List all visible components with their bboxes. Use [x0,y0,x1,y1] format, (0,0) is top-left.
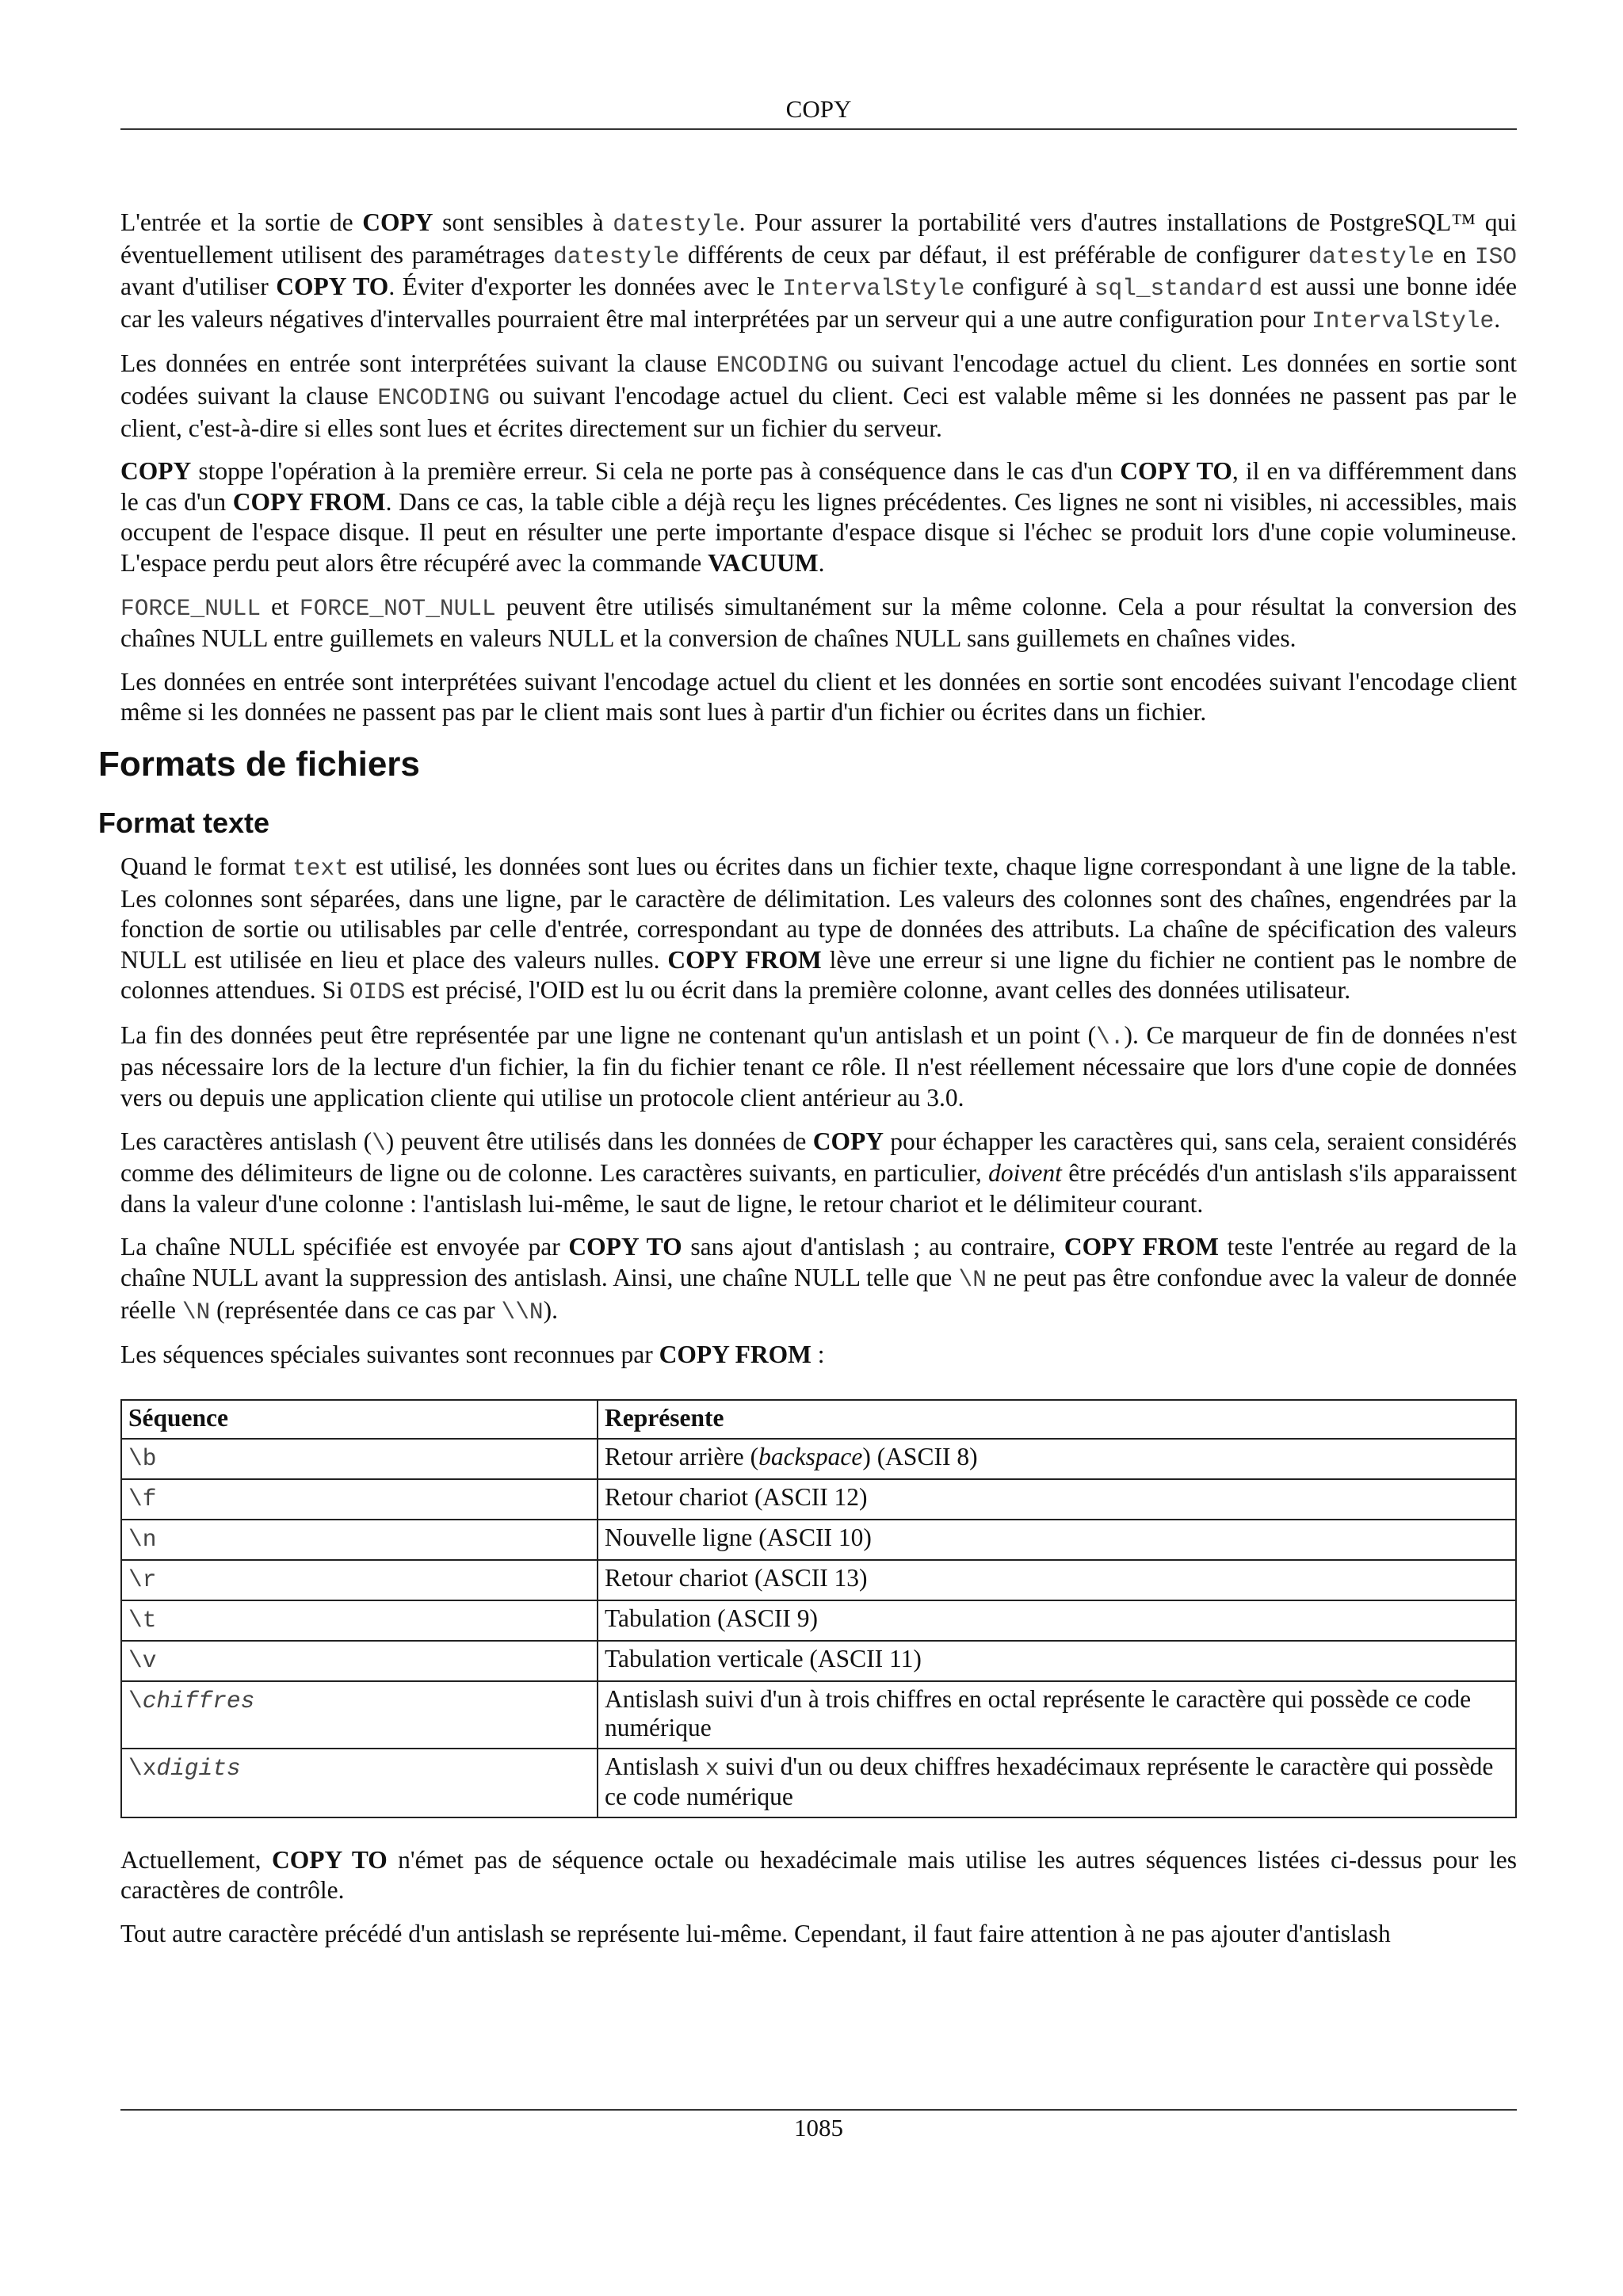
column-header-represents: Représente [598,1400,1516,1439]
paragraph-encoding: Les données en entrée sont interprétées suivant la clause ENCODING ou suivant l'encodage actuel du client. Les données en sortie sont codées suivant la clause ENCODING ou suivant l'encodage actuel du client. Ceci est valable même si les données ne passent pas par le client, c'est-à-dire si elles sont lues et écrites directement sur un fichier du serveur. [120,349,1518,442]
paragraph-datestyle: L'entrée et la sortie de COPY sont sensibles à datestyle. Pour assurer la portabilité vers d'autres installations de PostgreSQL™ qui éventuellement utilisent des paramétrages datestyle différents de ceux par défaut, il est préférable de configurer datestyle en ISO avant d'utiliser COPY TO. Éviter d'exporter les données avec le IntervalStyle configuré à sql_standard est aussi une bonne idée car les valeurs négatives d'intervalles pourraient être mal interprétées par un serveur qui a une autre configuration pour IntervalStyle. [120,208,1517,334]
page-number: 1085 [120,2109,1517,2142]
paragraph-end-marker: La fin des données peut être représentée par une ligne ne contenant qu'un antislash et un point (\.). Ce marqueur de fin de données n'est pas nécessaire lors de la lecture d'un fichier, la fin du fichier tenant ce rôle. Il n'est réellement nécessaire que lors d'une copie de données vers ou depuis une application cliente qui utilise un protocole client antérieur au 3.0. [120,1020,1517,1112]
description-cell: Tabulation (ASCII 9) [598,1600,1516,1641]
sequence-cell: \xdigits [121,1749,598,1817]
paragraph-sequences-intro: Les séquences spéciales suivantes sont reconnues par COPY FROM : [120,1341,825,1369]
column-header-sequence: Séquence [121,1400,598,1439]
paragraph-backslash: Les caractères antislash (\) peuvent être utilisés dans les données de COPY pour échapper les caractères qui, sans cela, seraient considérés comme des délimiteurs de ligne ou de colonne. Les caractères suivants, en particulier, doivent être précédés d'un antislash s'ils apparaissent dans la valeur d'une colonne : l'antislash lui-même, le saut de ligne, le retour chariot et le délimiteur courant. [120,1127,1517,1218]
sequence-cell: \f [121,1479,598,1520]
description-cell: Nouvelle ligne (ASCII 10) [598,1520,1516,1560]
description-cell: Tabulation verticale (ASCII 11) [598,1641,1516,1681]
running-header: COPY [120,93,1517,130]
escape-sequences-table [120,1399,1517,1818]
table-row [121,1520,1516,1560]
description-cell: Retour chariot (ASCII 13) [598,1560,1516,1600]
paragraph-text-format: Quand le format text est utilisé, les données sont lues ou écrites dans un fichier texte, chaque ligne correspondant à une ligne de la table. Les colonnes sont séparées, dans une ligne, par le caractère de délimitation. Les valeurs des colonnes sont des chaînes, engendrées par la fonction de sortie ou utilisables par celle d'entrée, correspondant au type de données des attributs. La chaîne de spécification des valeurs NULL est utilisée en lieu et place des valeurs nulles. COPY FROM lève une erreur si une ligne du fichier ne contient pas le nombre de colonnes attendues. Si OIDS est précisé, l'OID est lu ou écrit dans la première colonne, avant celles des données utilisateur. [120,852,1517,1006]
description-cell: Antislash x suivi d'un ou deux chiffres hexadécimaux représente le caractère qui possède ce code numérique [598,1749,1516,1817]
description-cell: Retour arrière (backspace) (ASCII 8) [598,1439,1516,1479]
table-row [121,1681,1516,1749]
paragraph-errors: COPY stoppe l'opération à la première erreur. Si cela ne porte pas à conséquence dans le cas d'un COPY TO, il en va différemment dans le cas d'un COPY FROM. Dans ce cas, la table cible a déjà reçu les lignes précédentes. Ces lignes ne sont ni visibles, ni accessibles, mais occupent de l'espace disque. Il peut en résulter une perte importante d'espace disque si l'échec se produit lors d'une copie volumineuse. L'espace perdu peut alors être récupéré avec la commande VACUUM. [120,457,1518,577]
paragraph-copy-to-output: Actuellement, COPY TO n'émet pas de séquence octale ou hexadécimale mais utilise les autres séquences listées ci-dessus pour les caractères de contrôle. [120,1845,1517,1905]
table-row [121,1479,1516,1520]
table-row [121,1439,1516,1479]
paragraph-force-null: FORCE_NULL et FORCE_NOT_NULL peuvent être utilisés simultanément sur la même colonne. Cela a pour résultat la conversion des chaînes NULL entre guillemets en valeurs NULL et la conversion de chaînes NULL sans guillemets en chaînes vides. [120,592,1517,653]
description-cell: Antislash suivi d'un à trois chiffres en octal représente le caractère qui possède ce code numérique [598,1681,1516,1749]
sequence-cell: \n [121,1520,598,1560]
table-row [121,1560,1516,1600]
sequence-cell: \r [121,1560,598,1600]
description-cell: Retour chariot (ASCII 12) [598,1479,1516,1520]
table-row [121,1641,1516,1681]
table-row [121,1600,1516,1641]
paragraph-null-string: La chaîne NULL spécifiée est envoyée par COPY TO sans ajout d'antislash ; au contraire, COPY FROM teste l'entrée au regard de la chaîne NULL avant la suppression des antislash. Ainsi, une chaîne NULL telle que \N ne peut pas être confondue avec la valeur de donnée réelle \N (représentée dans ce cas par \\N). [120,1233,1518,1325]
table-header-row [121,1400,1516,1439]
sequence-cell: \v [121,1641,598,1681]
paragraph-client-encoding: Les données en entrée sont interprétées suivant l'encodage actuel du client et les données en sortie sont encodées suivant l'encodage client même si les données ne passent pas par le client mais sont lues à partir d'un fichier ou écrites dans un fichier. [120,667,1517,727]
table-row [121,1749,1516,1817]
page-body [98,208,1518,1962]
section-title-file-formats: Formats de fichiers [98,744,420,784]
sequence-cell: \b [121,1439,598,1479]
paragraph-other-chars: Tout autre caractère précédé d'un antislash se représente lui-même. Cependant, il faut faire attention à ne pas ajouter d'antislash [120,1920,1391,1947]
subsection-title-text-format: Format texte [98,806,270,839]
sequence-cell: \chiffres [121,1681,598,1749]
sequence-cell: \t [121,1600,598,1641]
